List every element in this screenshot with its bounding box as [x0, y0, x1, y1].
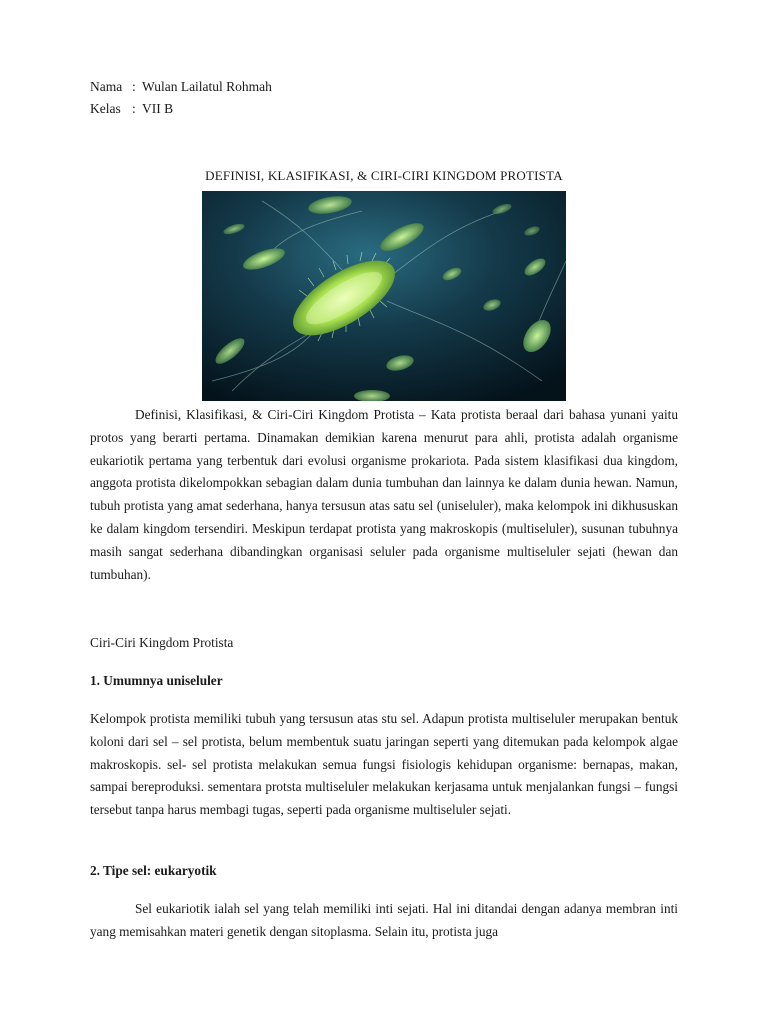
- class-label: Kelas: [90, 101, 121, 116]
- student-name: Wulan Lailatul Rohmah: [142, 79, 272, 94]
- point2-heading: 2. Tipe sel: eukaryotik: [90, 863, 217, 878]
- student-class-line: [90, 99, 173, 119]
- point1-paragraph: Kelompok protista memiliki tubuh yang tersusun atas stu sel. Adapun protista multiseluler merupakan bentuk koloni dari sel – sel protista, belum membentuk suatu jaringan seperti yang ditemukan pada kelompok algae makroskopis. sel- sel protista melakukan semua fungsi fisiologis kehidupan organisme: bernapas, makan, sampai bereproduksi. sementara protsta multiseluler melakukan kerjasama untuk menjalankan fungsi – fungsi tersebut tanpa harus membagi tugas, seperti pada organisme multiseluler sejati.: [90, 711, 678, 818]
- section-heading: Ciri-Ciri Kingdom Protista: [90, 635, 234, 650]
- class-separator: :: [132, 101, 136, 116]
- name-label: Nama: [90, 79, 123, 94]
- document-title: DEFINISI, KLASIFIKASI, & CIRI-CIRI KINGDOM PROTISTA: [205, 168, 563, 183]
- point2-paragraph: Sel eukariotik ialah sel yang telah memiliki inti sejati. Hal ini ditandai dengan adanya membran inti yang memisahkan materi genetik dengan sitoplasma. Selain itu, protista juga: [90, 901, 678, 939]
- student-class: VII B: [142, 101, 174, 116]
- point1-heading: 1. Umumnya uniseluler: [90, 673, 223, 688]
- name-separator: :: [132, 79, 136, 94]
- intro-paragraph: Definisi, Klasifikasi, & Ciri-Ciri Kingdom Protista – Kata protista beraal dari bahasa yunani yaitu protos yang berarti pertama. Dinamakan demikian karena menurut para ahli, protista adalah organisme eukariotik pertama yang terbentuk dari evolusi organisme prokariota. Pada sistem klasifikasi dua kingdom, anggota protista dikelompokkan sebagian dalam dunia tumbuhan dan lainnya ke dalam dunia hewan. Namun, tubuh protista yang amat sederhana, hanya tersusun atas satu sel (uniseluler), maka kelompok ini dikhususkan ke dalam kingdom tersendiri. Meskipun terdapat protista yang makroskopis (multiseluler), susunan tubuhnya masih sangat sederhana dibandingkan organisasi seluler pada organisme multiseluler sejati (hewan dan tumbuhan).: [90, 407, 678, 582]
- bacteria-illustration: [202, 191, 566, 401]
- student-name-line: [90, 77, 272, 97]
